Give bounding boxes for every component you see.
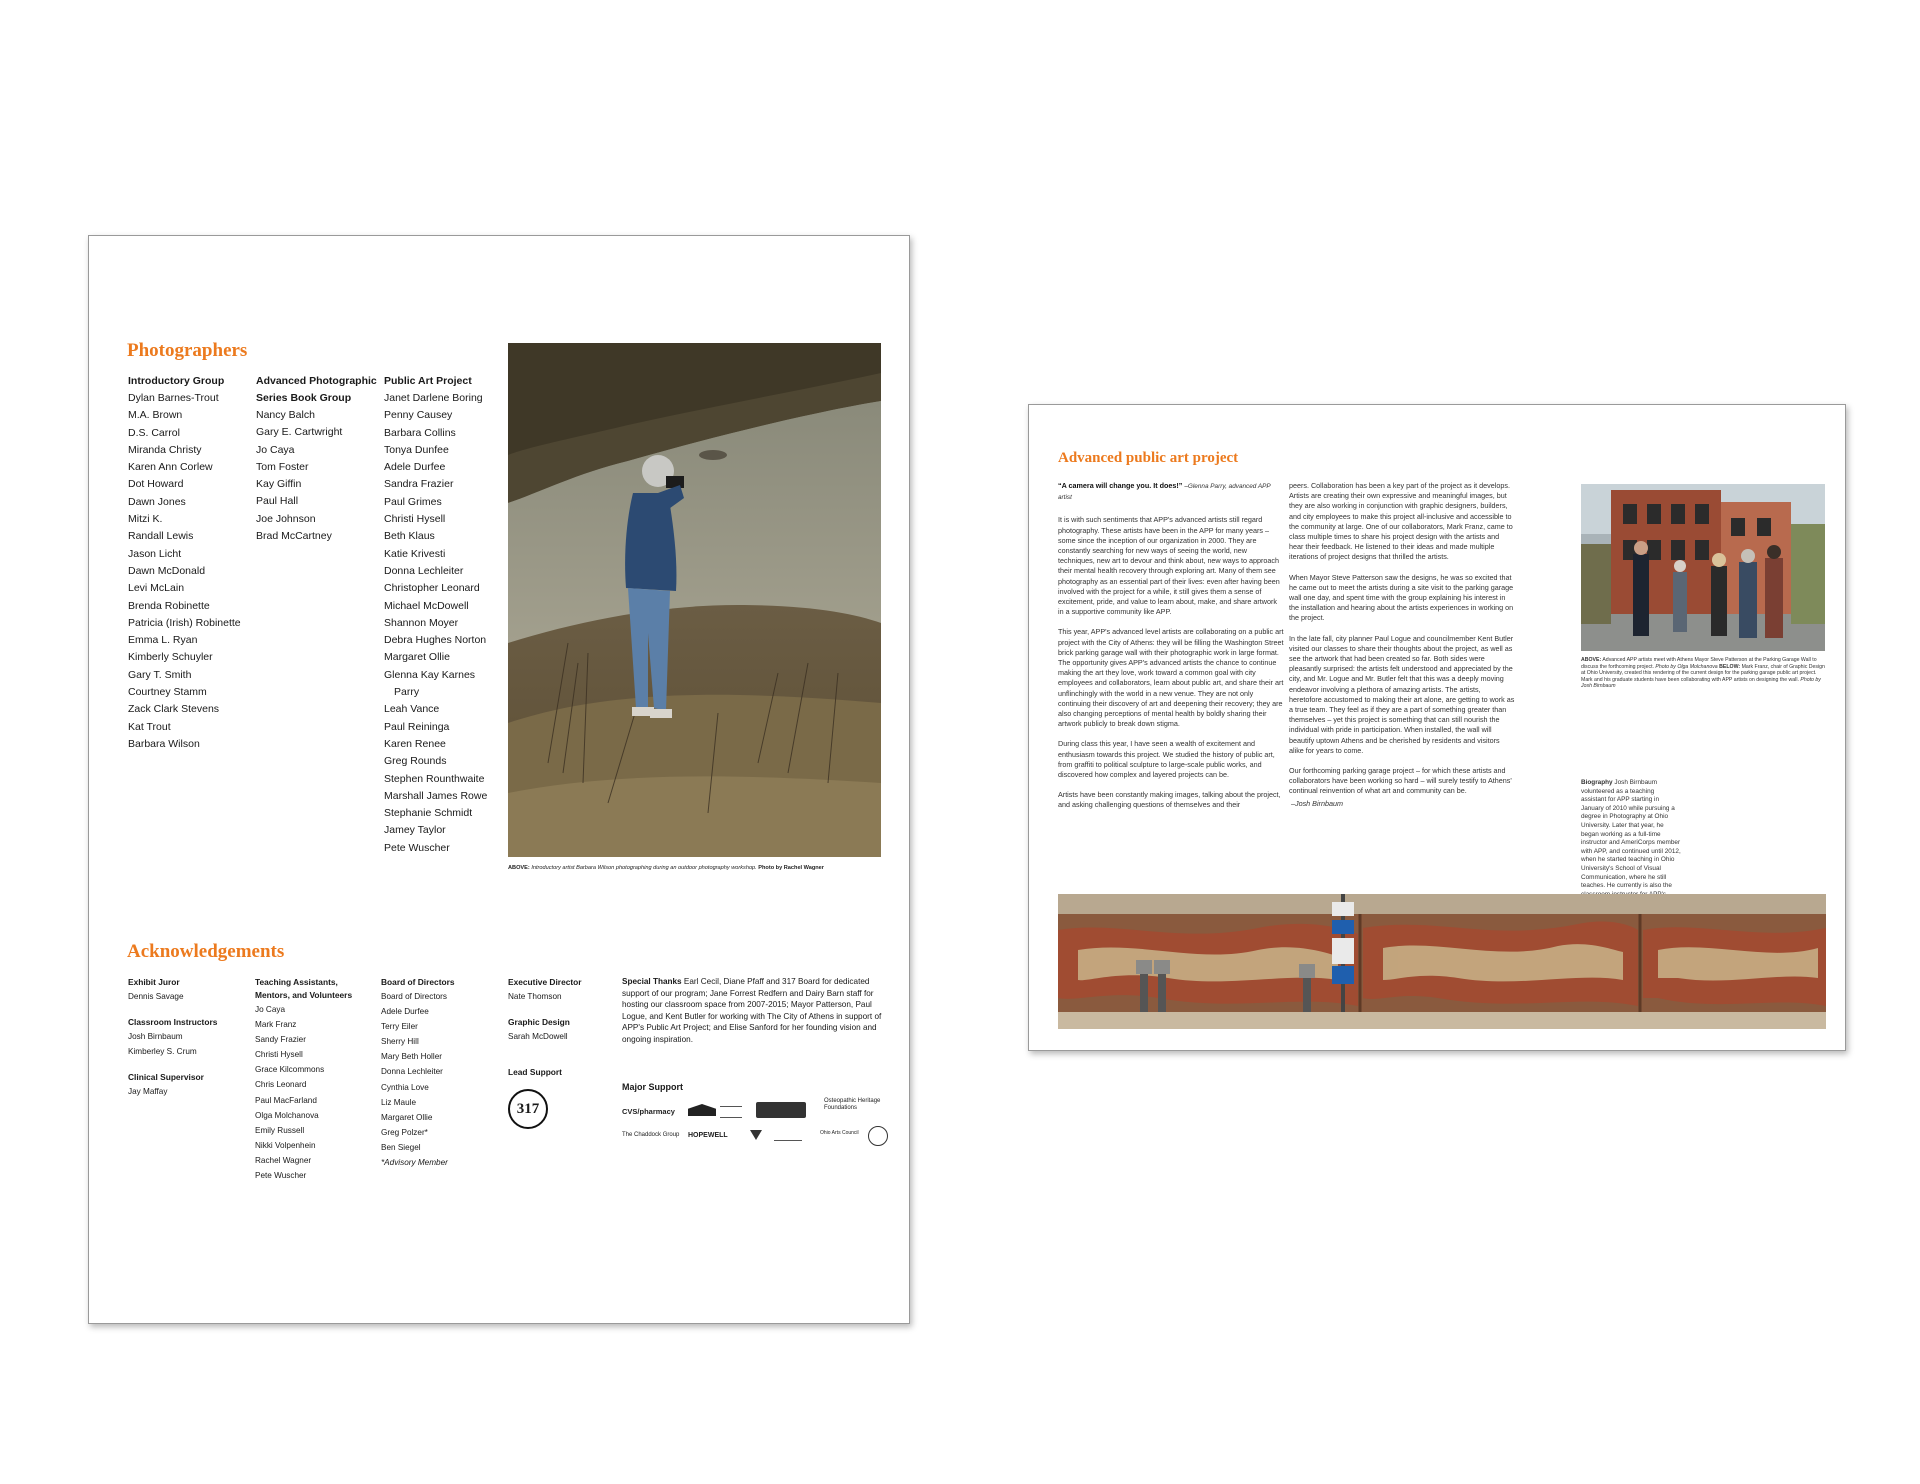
photographer-name: Emma L. Ryan (128, 634, 198, 647)
board-note: *Advisory Member (381, 1158, 448, 1168)
introductory-names-list (128, 390, 241, 753)
photographer-name: Barbara Collins (384, 426, 456, 439)
photographer-name: D.S. Carrol (128, 426, 180, 439)
volunteer-name: Jo Caya (255, 1005, 286, 1014)
board-member-name: Greg Polzer* (381, 1127, 428, 1137)
photographer-name: Karen Renee (384, 737, 446, 750)
foundation-logo (720, 1106, 742, 1118)
photographer-name: Jamey Taylor (384, 824, 446, 837)
board-member-name: Liz Maule (381, 1097, 417, 1107)
photographer-name: Gary E. Cartwright (256, 426, 343, 439)
volunteer-name: Emily Russell (255, 1125, 305, 1135)
column-heading-line2: Series Book Group (256, 392, 352, 404)
photographer-name: Paul Hall (256, 495, 299, 508)
photographer-name: Miranda Christy (128, 443, 202, 456)
caption-label: ABOVE: (1581, 657, 1602, 663)
board-member-name: Margaret Ollie (381, 1112, 433, 1122)
clinical-supervisor-heading: Clinical Supervisor (128, 1072, 204, 1083)
exec-heading: Executive Director (508, 977, 582, 987)
arts-logo (774, 1130, 802, 1141)
photo-caption (508, 864, 824, 872)
photographer-name: Adele Durfee (384, 461, 446, 474)
article-paragraph: Our forthcoming parking garage project – for which these artists and collaborators have been working so hard – will surely testify to Athens' continual reinvention of what art and community can be. (1289, 766, 1512, 796)
volunteer-name: Nikki Volpenhein (255, 1140, 316, 1150)
photographer-name: Michael McDowell (384, 599, 469, 612)
photographer-name: Randall Lewis (128, 530, 194, 543)
photographer-name: Leah Vance (384, 703, 440, 716)
article-paragraph: In the late fall, city planner Paul Logue and councilmember Kent Butler visited our classes to share their thoughts about the project, as well as see the artwork that had been created so far. Both sides were pleasantly surprised: the artists felt understood and appreciated by the city, and Mr. Logue and Mr. Butler felt that this was a deeply moving endeavor involving a plethora of amazing artists. The artists, heretofore accustomed to making their art alone, are getting to work as a true team. They feel as if they are a part of something greater than themselves – yet this project is something that can still nourish the individual with pride in participation. When installed, the wall will beautify uptown Athens and be cherished by residents and visitors alike for years to come. (1289, 633, 1515, 755)
exec-name: Nate Thomson (508, 992, 562, 1001)
osteopathic-logo-text: Osteopathic Heritage Foundations (824, 1098, 881, 1111)
volunteer-name: Grace Kilcommons (255, 1065, 325, 1075)
design-name: Sarah McDowell (508, 1032, 568, 1042)
volunteer-name: Mark Franz (255, 1020, 297, 1030)
article-paragraph: This year, APP's advanced level artists are collaborating on a public art project with the City of Athens: they will be filling the Washington Street brick parking garage wall with their photographic work in large format. The opportunity gives APP's advanced artists the chance to continue making the art they love, work toward a common goal with city employees and collaborators, learn about public art, and share their art unflinchingly with the world in a new venue. They are not only continuing their discovery of art and deepening their recovery; they are also changing perceptions of mental health by boldly sharing their artwork publicly to break down stigma. (1058, 627, 1284, 729)
photographer-name: Zack Clark Stevens (128, 703, 220, 716)
photographer-name: Greg Rounds (384, 755, 447, 768)
special-thanks-block (622, 976, 884, 1046)
photographer-name: Dawn Jones (128, 495, 186, 508)
photographer-name: Dawn McDonald (128, 564, 206, 577)
below-caption: Mark Franz, chair of Graphic Design at Ohio University, created this rendering of the current design for the parking garage public art project. Mark and his graduate students have been collaborating with APP artists on designing the wall. (1581, 663, 1825, 683)
parking-wall-mural-image (1058, 894, 1826, 1029)
board-names-list (381, 989, 455, 1155)
photographer-name: Shannon Moyer (384, 616, 459, 629)
column-heading (256, 373, 377, 407)
board-member-name: Cynthia Love (381, 1082, 429, 1092)
teaching-names-list (255, 1002, 352, 1183)
article-column-2 (1289, 481, 1515, 819)
design-heading: Graphic Design (508, 1017, 570, 1028)
article-paragraph: peers. Collaboration has been a key part of the project as it develops. Artists are creating their own expressive and meaningful images, but they are also working in conjunction with graphic designers, builders, and city employees to make this project all-inclusive and accessible to the community at large. One of our collaborators, Mark Franz, came to class multiple times to share his project design with the artists and hear their feedback. He listened to their ideas and made multiple iterations of project designs that thrilled the artists. (1289, 481, 1513, 562)
ohio-arts-council-logo (820, 1130, 859, 1137)
clinical-supervisor-name: Jay Maffay (128, 1087, 168, 1097)
photographer-name: Pete Wuscher (384, 841, 450, 854)
photographer-name: Stephanie Schmidt (384, 807, 473, 820)
public-art-project-column (384, 373, 487, 857)
photographer-name: Gary T. Smith (128, 668, 192, 681)
chaddock-logo-text: The Chaddock Group (622, 1132, 680, 1138)
public-art-names-list (384, 390, 487, 857)
photographer-name: Parry (394, 686, 420, 699)
volunteer-name: Chris Leonard (255, 1080, 307, 1090)
triangle-logo (750, 1130, 762, 1140)
photographer-name: Patricia (Irish) Robinette (128, 616, 241, 629)
acknowledgements-title: Acknowledgements (127, 941, 285, 962)
photographer-name: Nancy Balch (256, 409, 315, 421)
article-paragraph: It is with such sentiments that APP's advanced artists still regard photography. These artists have been in the APP for many years – some since the inception of our organization in 2000. They are constantly searching for new ways of seeing the world, new techniques, new art to devour and think about, new ways to approach their mental health recovery through exploring art. Many of them see photography as an essential part of their lives: even after having been involved with the project for a while, it still gives them a sense of excitement, pride, and value to learn about, make, and share artwork in a supportive community like APP. (1058, 515, 1280, 617)
photographer-name: Stephen Rounthwaite (384, 772, 485, 785)
photographer-name: Brad McCartney (256, 530, 332, 543)
photographer-name: Sandra Frazier (384, 478, 454, 491)
photographer-name: Kat Trout (128, 720, 171, 733)
photographer-name: Penny Causey (384, 409, 453, 422)
volunteer-name: Rachel Wagner (255, 1155, 312, 1165)
photographer-name: Margaret Ollie (384, 651, 450, 664)
article-quote: “A camera will change you. It does!” (1058, 481, 1183, 490)
quote-attribution: –Glenna Parry, advanced APP artist (1058, 483, 1271, 502)
caption-text: Introductory artist Barbara Wilson photographing during an outdoor photography workshop. (531, 865, 757, 871)
chaddock-logo (622, 1132, 679, 1139)
cvs-logo (622, 1108, 675, 1115)
bio-label: Biography (1581, 779, 1613, 786)
photographer-name: Beth Klaus (384, 530, 435, 543)
article-paragraph: During class this year, I have seen a wealth of excitement and enthusiasm towards this project. We studied the history of public art, from graffiti to political sculpture to large-scale public works, and discovered how complex and layered projects can be. (1058, 739, 1275, 780)
teaching-heading (255, 976, 352, 1002)
photographer-name: Brenda Robinette (128, 599, 210, 612)
article-paragraph: Artists have been constantly making images, talking about the project, and asking challenging questions of themselves and their (1058, 790, 1281, 810)
below-credit: Photo by Josh Birnbaum (1581, 676, 1821, 690)
book-group-names-list (256, 407, 377, 545)
cvs-logo-text: CVS/pharmacy (622, 1107, 675, 1116)
bio-text: Josh Birnbaum volunteered as a teaching assistant for APP starting in January of 2010 while pursuing a degree in Photography at Ohio University. Later that year, he began working as a full-time instructor and AmeriCorps member with APP, and continued until 2012, when he started teaching in Ohio University's School of Visual Communication, where he still teaches. He currently is also the (1581, 779, 1681, 890)
teaching-heading-line2: Mentors, and Volunteers (255, 990, 353, 1000)
instructor-name: Josh Birnbaum (128, 1032, 183, 1042)
article-column-1 (1058, 481, 1284, 821)
board-member-name: Ben Siegel (381, 1142, 421, 1152)
photographer-name: Janet Darlene Boring (384, 392, 483, 404)
photographer-name: Tonya Dunfee (384, 443, 449, 456)
advanced-project-title: Advanced public art project (1058, 450, 1239, 466)
ack-column-2 (255, 976, 352, 1183)
photographer-name: Katie Krivesti (384, 547, 446, 560)
board-heading: Board of Directors (381, 977, 455, 987)
volunteer-name: Pete Wuscher (255, 1171, 307, 1181)
photographer-name: Kay Giffin (256, 478, 302, 491)
caption-credit: Photo by Rachel Wagner (758, 865, 824, 871)
instructor-name: Kimberley S. Crum (128, 1047, 197, 1057)
mayor-meeting-photo (1581, 484, 1825, 651)
riverbank-photo-image (508, 343, 881, 857)
ack-column-4 (508, 976, 582, 1129)
photographer-name: Jo Caya (256, 443, 295, 456)
hopewell-logo-text: HOPEWELL (688, 1132, 728, 1139)
board-member-name: Board of Directors (381, 992, 447, 1001)
dairy-barn-logo (688, 1104, 716, 1116)
exhibit-juror-name: Dennis Savage (128, 992, 184, 1001)
photographer-name: Kimberly Schuyler (128, 651, 213, 664)
board-member-name: Sherry Hill (381, 1037, 419, 1047)
column-heading: Public Art Project (384, 375, 472, 387)
board-member-name: Adele Durfee (381, 1007, 429, 1017)
hopewell-logo (688, 1132, 728, 1139)
right-photo-caption (1581, 657, 1825, 690)
photographer-name: Courtney Stamm (128, 686, 207, 699)
photographer-name: Joe Johnson (256, 512, 316, 525)
volunteer-name: Sandy Frazier (255, 1035, 306, 1045)
caption-credit: Photo by Olga Molchanova (1655, 663, 1718, 670)
photographer-name: Donna Lechleiter (384, 564, 464, 577)
photographer-name: Christopher Leonard (384, 582, 480, 595)
photographer-name: Debra Hughes Norton (384, 634, 487, 647)
mayor-meeting-image (1581, 484, 1825, 651)
kleinpenny-logo (756, 1102, 806, 1118)
advanced-book-group-column (256, 373, 377, 545)
introductory-group-column (128, 373, 241, 753)
photographer-name: Marshall James Rowe (384, 789, 488, 802)
photographer-name: Paul Grimes (384, 495, 442, 508)
classroom-instructors-heading: Classroom Instructors (128, 1017, 218, 1028)
photographer-name: Christi Hysell (384, 513, 446, 526)
volunteer-name: Christi Hysell (255, 1050, 303, 1060)
photographers-title: Photographers (127, 340, 248, 361)
volunteer-name: Olga Molchanova (255, 1110, 319, 1120)
photographer-name: Dylan Barnes-Trout (128, 392, 219, 404)
biography-block (1581, 779, 1681, 908)
article-paragraph: When Mayor Steve Patterson saw the designs, he was so excited that he came out to meet the artists during a site visit to the parking garage wall one day, and spent time with the group explaining his interest in the installation and hearing about the artists experiences in working on the project. (1289, 572, 1514, 623)
board-member-name: Mary Beth Holler (381, 1052, 442, 1062)
317-logo-text: 317 (516, 1100, 540, 1117)
left-page (88, 235, 910, 1324)
below-label: BELOW: (1719, 663, 1741, 670)
column-heading: Introductory Group (128, 375, 225, 387)
board-member-name: Donna Lechleiter (381, 1067, 443, 1077)
sponsor-logos (622, 1098, 887, 1158)
317-logo (508, 1089, 548, 1129)
photographer-name: Mitzi K. (128, 513, 163, 526)
ohio-arts-council-logo-text: Ohio Arts Council (820, 1130, 859, 1136)
mural-rendering (1058, 894, 1826, 1029)
special-thanks-text: Earl Cecil, Diane Pfaff and 317 Board for dedicated support of our program; Jane Forrest Redfern and Dairy Barn staff for hosting our classroom space from 2007-2015; Mayor Patterson, Paul Logue, and Kent Butler for working with The City of Athens in support of APP's Public Art Project; and Elise Sanford for her founding vision and ongoing inspiration. (622, 977, 882, 1044)
photographer-name: Paul Reininga (384, 720, 450, 733)
photographer-name: Barbara Wilson (128, 737, 200, 750)
major-support-heading: Major Support (622, 1082, 683, 1092)
photographer-photo (508, 343, 881, 857)
volunteer-name: Paul MacFarland (255, 1095, 317, 1105)
photographer-name: M.A. Brown (128, 409, 183, 422)
board-member-name: Terry Eiler (381, 1022, 418, 1032)
teaching-heading-line1: Teaching Assistants, (255, 977, 338, 987)
photographer-name: Jason Licht (128, 547, 182, 560)
article-signature: –Josh Birnbaum (1291, 798, 1343, 808)
photographer-name: Tom Foster (256, 460, 309, 473)
photographer-name: Glenna Kay Karnes (384, 668, 476, 681)
photographer-name: Levi McLain (128, 582, 185, 595)
ack-column-3 (381, 976, 455, 1170)
caption-text: Advanced APP artists meet with Athens Mayor Steve Patterson at the Parking Garage Wall to discuss the forthcoming project. (1581, 657, 1817, 670)
lead-support-heading: Lead Support (508, 1067, 562, 1078)
photographer-name: Karen Ann Corlew (128, 461, 213, 474)
osteopathic-logo (824, 1098, 884, 1112)
caption-label: ABOVE: (508, 865, 530, 871)
ack-column-1 (128, 976, 238, 1099)
right-page (1028, 404, 1846, 1051)
column-heading-line1: Advanced Photographic (256, 375, 377, 387)
photographer-name: Dot Howard (128, 478, 184, 491)
exhibit-juror-heading: Exhibit Juror (128, 977, 180, 987)
special-thanks-label: Special Thanks (622, 977, 682, 986)
seal-logo (868, 1126, 888, 1146)
